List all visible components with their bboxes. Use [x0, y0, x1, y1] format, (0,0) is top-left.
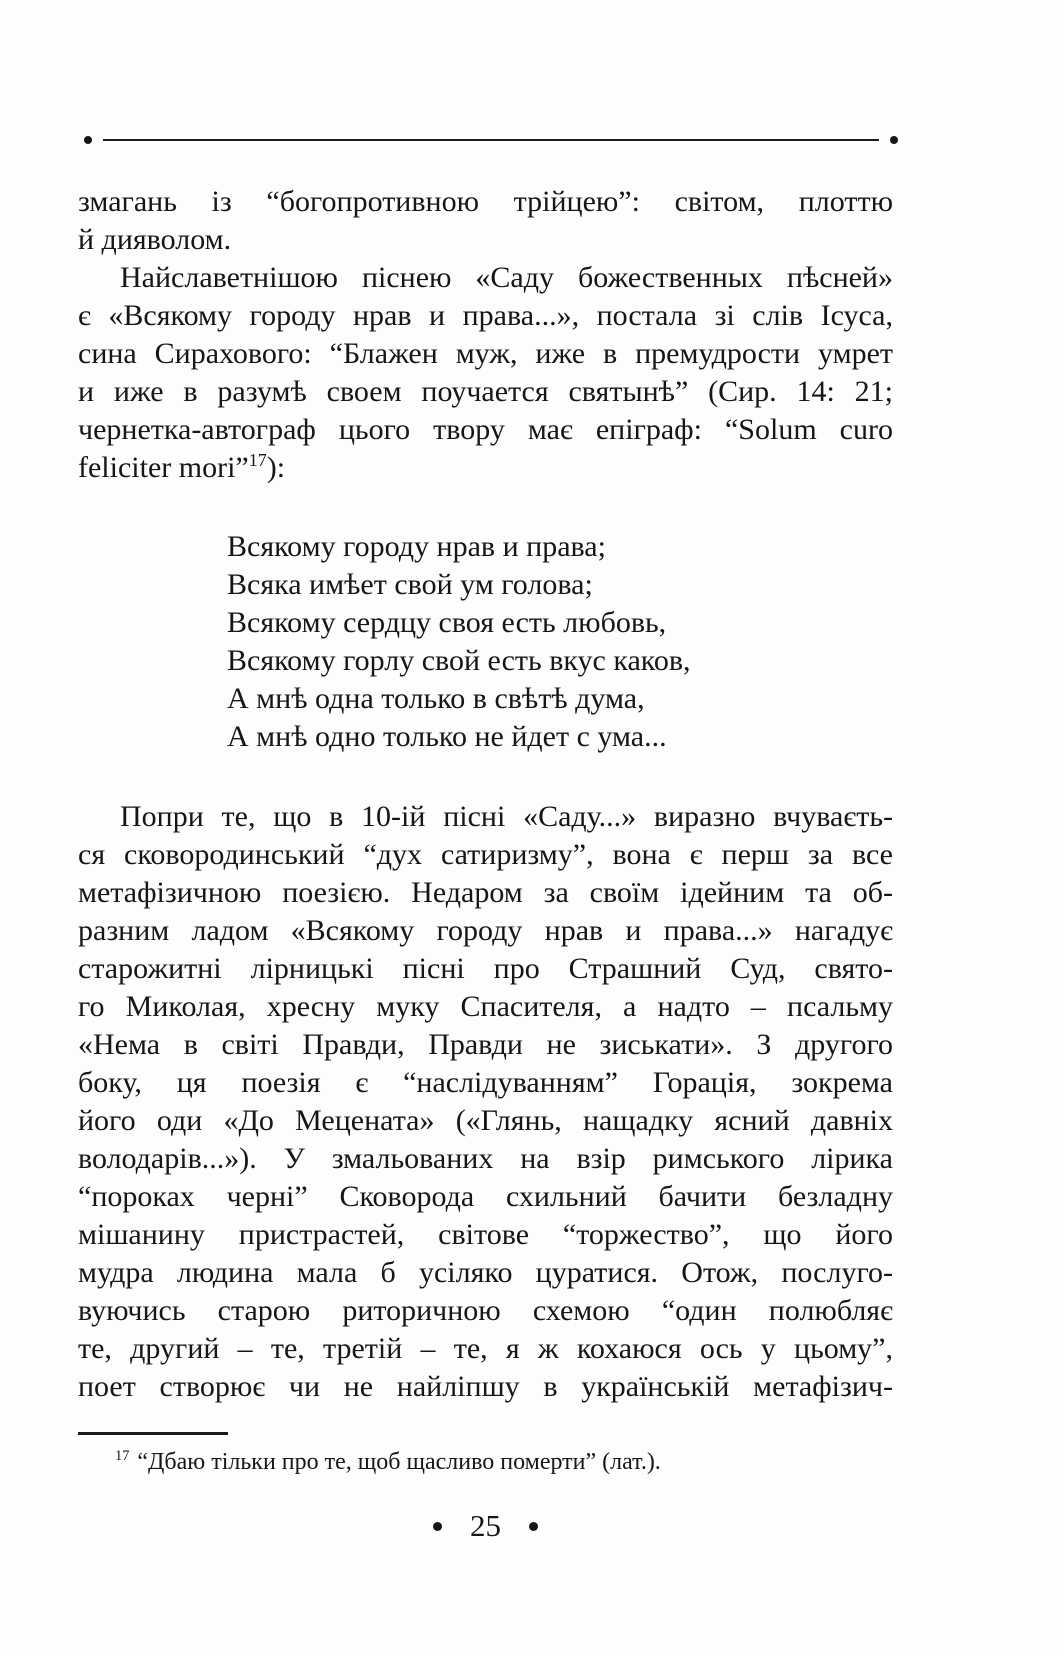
- text-line-content: го Миколая, хресну муку Спасителя, а надто – псальму: [78, 990, 893, 1023]
- text-line: [78, 988, 893, 1026]
- footnote: [78, 1446, 893, 1478]
- text-line-content: є «Всякому городу нрав и права...», постала зі слів Ісуса,: [78, 299, 893, 332]
- text-line-content: ся сковородинський “дух сатиризму”, вона є перш за все: [78, 838, 893, 871]
- page-number-right-dot-icon: [529, 1522, 538, 1531]
- text-line: [78, 1216, 893, 1254]
- text-line-content: и иже в разумѣ своем поучается святынѣ” (Сир. 14: 21;: [78, 375, 893, 408]
- text-line: [227, 642, 893, 680]
- text-line-content: те, другий – те, третій – те, я ж кохаюся ось у цьому”,: [78, 1332, 893, 1365]
- text-line: [78, 259, 893, 297]
- text-line-content: «Нема в світі Правди, Правди не зиськати». З другого: [78, 1028, 893, 1061]
- text-line-content: Найславетнішою піснею «Саду божественных пѣсней»: [120, 261, 893, 294]
- text-line-content: володарів...»). У змальованих на взір римського лірика: [78, 1142, 893, 1175]
- text-line-content: сина Сирахового: “Блажен муж, иже в премудрости умрет: [78, 337, 893, 370]
- text-line-content: й дияволом.: [78, 223, 232, 256]
- text-line: [78, 411, 893, 449]
- text-line: [78, 836, 893, 874]
- text-line: [78, 874, 893, 912]
- text-line: [78, 297, 893, 335]
- paragraph-song-intro: [78, 259, 893, 487]
- text-line: [78, 1064, 893, 1102]
- text-line: [78, 798, 893, 836]
- text-line-content: А мнѣ одна только в свѣтѣ дума,: [227, 682, 645, 715]
- text-line-content: Всяка имѣет свой ум голова;: [227, 568, 593, 601]
- header-rule: [84, 136, 898, 144]
- text-line-content: Всякому городу нрав и права;: [227, 530, 606, 563]
- text-line: [78, 335, 893, 373]
- text-line: [78, 1178, 893, 1216]
- text-line: [78, 912, 893, 950]
- text-line: [78, 1254, 893, 1292]
- text-line-content: Всякому горлу свой есть вкус каков,: [227, 644, 691, 677]
- text-line-content: А мнѣ одно только не йдет с ума...: [227, 720, 667, 753]
- text-line: [78, 1330, 893, 1368]
- text-line-content: його оди «До Мецената» («Глянь, нащадку ясний давніх: [78, 1104, 893, 1137]
- text-line: [227, 680, 893, 718]
- text-line: [78, 221, 893, 259]
- text-line-content: Попри те, що в 10-ій пісні «Саду...» виразно вчуваєть-: [120, 800, 893, 833]
- text-line-content: “пороках черні” Сковорода схильний бачити безладну: [78, 1180, 893, 1213]
- text-line-content: поет створює чи не найліпшу в українській метафізич-: [78, 1370, 893, 1403]
- footnote-reference: 17: [248, 450, 267, 470]
- text-line-content: чернетка-автограф цього твору має епіграф: “Solum curo: [78, 413, 893, 446]
- text-line: [78, 950, 893, 988]
- text-line: [227, 604, 893, 642]
- page-number-value: 25: [470, 1508, 501, 1543]
- footnote-area: [78, 1432, 893, 1478]
- text-line: [227, 566, 893, 604]
- rule-right-dot-icon: [890, 136, 898, 144]
- footnote-rule: [78, 1432, 228, 1435]
- text-block: [78, 183, 893, 1406]
- text-line-content: мішанину пристрастей, світове “торжество”, що його: [78, 1218, 893, 1251]
- text-line: [78, 1140, 893, 1178]
- rule-left-dot-icon: [84, 136, 92, 144]
- paragraph-continuation: [78, 183, 893, 259]
- page-number-left-dot-icon: [433, 1522, 442, 1531]
- page-number: [78, 1506, 893, 1546]
- text-line-content: метафізичною поезією. Недаром за своїм ідейним та об-: [78, 876, 893, 909]
- rule-line: [103, 139, 879, 141]
- text-line-content: ):: [266, 451, 286, 484]
- text-line: [78, 1368, 893, 1406]
- text-line: [227, 528, 893, 566]
- footnote-text: “Дбаю тільки про те, щоб щасливо померти” (лат.).: [137, 1449, 661, 1475]
- text-line-content: Всякому сердцу своя есть любовь,: [227, 606, 667, 639]
- paragraph-commentary: [78, 798, 893, 1406]
- text-line-content: разним ладом «Всякому городу нрав и права...» нагадує: [78, 914, 893, 947]
- text-line: [78, 449, 893, 487]
- text-line-content: feliciter mori”: [78, 451, 249, 484]
- text-line: [78, 1102, 893, 1140]
- footnote-marker: 17: [115, 1448, 130, 1464]
- verse-block: [227, 528, 893, 756]
- text-line-content: вуючись старою риторичною схемою “один полюбляє: [78, 1294, 893, 1327]
- text-line: [78, 373, 893, 411]
- text-line: [78, 183, 893, 221]
- text-line: [78, 1292, 893, 1330]
- text-line: [227, 718, 893, 756]
- text-line-content: боку, ця поезія є “наслідуванням” Горація, зокрема: [78, 1066, 893, 1099]
- text-line-content: змагань із “богопротивною трійцею”: світом, плоттю: [78, 185, 893, 218]
- text-line-content: мудра людина мала б усіляко цуратися. Отож, послуго-: [78, 1256, 893, 1289]
- text-line: [78, 1026, 893, 1064]
- text-line-content: старожитні лірницькі пісні про Страшний Суд, свято-: [78, 952, 893, 985]
